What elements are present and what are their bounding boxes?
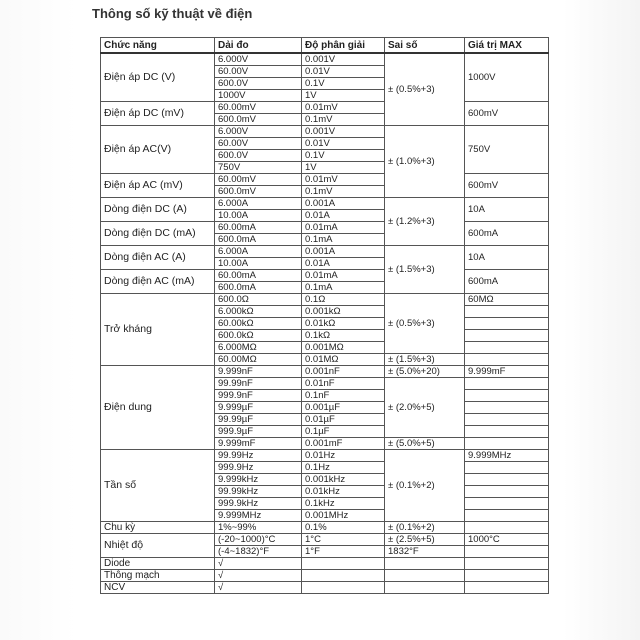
range-cell: 600.0mA — [215, 234, 302, 246]
max-cell: 10A — [465, 246, 549, 270]
accuracy-cell: ± (2.0%+5) — [385, 378, 465, 438]
accuracy-cell: ± (0.1%+2) — [385, 450, 465, 522]
resolution-cell: 0.01kHz — [302, 486, 385, 498]
function-cell: Chu kỳ — [101, 522, 215, 534]
range-cell: √ — [215, 558, 302, 570]
max-cell — [465, 582, 549, 594]
range-cell: 9.999nF — [215, 366, 302, 378]
range-cell: 1%~99% — [215, 522, 302, 534]
max-cell — [465, 474, 549, 486]
range-cell: 6.000MΩ — [215, 342, 302, 354]
accuracy-cell: ± (5.0%+20) — [385, 366, 465, 378]
table-row — [101, 198, 549, 210]
range-cell: 60.00V — [215, 66, 302, 78]
max-cell — [465, 342, 549, 354]
accuracy-cell: ± (2.5%+5) — [385, 534, 465, 546]
range-cell: 600.0kΩ — [215, 330, 302, 342]
resolution-cell: 0.1mA — [302, 234, 385, 246]
resolution-cell: 0.01A — [302, 210, 385, 222]
resolution-cell: 0.1V — [302, 78, 385, 90]
range-cell: 1000V — [215, 90, 302, 102]
max-cell: 10A — [465, 198, 549, 222]
max-cell — [465, 546, 549, 558]
resolution-cell: 0.01mV — [302, 174, 385, 186]
spec-table — [100, 37, 549, 594]
max-cell — [465, 498, 549, 510]
table-row — [101, 450, 549, 462]
range-cell: 60.00mV — [215, 102, 302, 114]
max-cell — [465, 402, 549, 414]
accuracy-cell — [385, 582, 465, 594]
resolution-cell: 0.001MHz — [302, 510, 385, 522]
function-cell: Điện áp DC (mV) — [101, 102, 215, 126]
function-cell: Dòng điện DC (mA) — [101, 222, 215, 246]
table-row — [101, 294, 549, 306]
max-cell — [465, 438, 549, 450]
range-cell: 600.0mV — [215, 186, 302, 198]
resolution-cell: 0.1% — [302, 522, 385, 534]
accuracy-cell: ± (1.5%+3) — [385, 246, 465, 294]
resolution-cell: 0.01kΩ — [302, 318, 385, 330]
max-cell — [465, 426, 549, 438]
max-cell: 750V — [465, 126, 549, 174]
resolution-cell: 0.01A — [302, 258, 385, 270]
max-cell — [465, 414, 549, 426]
function-cell: Điện dung — [101, 366, 215, 450]
range-cell: 99.99nF — [215, 378, 302, 390]
function-cell: Dòng điện AC (A) — [101, 246, 215, 270]
range-cell: 999.9kHz — [215, 498, 302, 510]
resolution-cell: 0.1Hz — [302, 462, 385, 474]
function-cell: NCV — [101, 582, 215, 594]
accuracy-cell: ± (5.0%+5) — [385, 438, 465, 450]
resolution-cell: 0.1Ω — [302, 294, 385, 306]
range-cell: √ — [215, 570, 302, 582]
header-resolution: Độ phân giải — [302, 38, 385, 54]
max-cell: 60MΩ — [465, 294, 549, 306]
max-cell — [465, 462, 549, 474]
range-cell: 6.000V — [215, 53, 302, 66]
range-cell: 60.00kΩ — [215, 318, 302, 330]
function-cell: Thông mạch — [101, 570, 215, 582]
resolution-cell: 0.1mV — [302, 114, 385, 126]
function-cell: Diode — [101, 558, 215, 570]
range-cell: 600.0V — [215, 78, 302, 90]
max-cell — [465, 378, 549, 390]
accuracy-cell: ± (0.5%+3) — [385, 53, 465, 126]
function-cell: Điện áp AC(V) — [101, 126, 215, 174]
range-cell: 999.9Hz — [215, 462, 302, 474]
range-cell: 99.99kHz — [215, 486, 302, 498]
resolution-cell: 0.001µF — [302, 402, 385, 414]
resolution-cell: 0.01mA — [302, 270, 385, 282]
function-cell: Trở kháng — [101, 294, 215, 366]
function-cell: Dòng điện DC (A) — [101, 198, 215, 222]
resolution-cell: 0.001kΩ — [302, 306, 385, 318]
range-cell: 9.999mF — [215, 438, 302, 450]
range-cell: 600.0Ω — [215, 294, 302, 306]
resolution-cell: 0.001V — [302, 53, 385, 66]
resolution-cell — [302, 570, 385, 582]
header-function: Chức năng — [101, 38, 215, 54]
resolution-cell: 0.01Hz — [302, 450, 385, 462]
range-cell: √ — [215, 582, 302, 594]
range-cell: 999.9µF — [215, 426, 302, 438]
header-range: Dải đo — [215, 38, 302, 54]
resolution-cell: 0.001kHz — [302, 474, 385, 486]
range-cell: 60.00mA — [215, 222, 302, 234]
table-row — [101, 126, 549, 138]
range-cell: 60.00mA — [215, 270, 302, 282]
resolution-cell: 0.001V — [302, 126, 385, 138]
resolution-cell: 0.1µF — [302, 426, 385, 438]
table-row — [101, 534, 549, 546]
table-row — [101, 522, 549, 534]
max-cell — [465, 390, 549, 402]
max-cell: 9.999MHz — [465, 450, 549, 462]
accuracy-cell — [385, 558, 465, 570]
resolution-cell: 0.1mA — [302, 282, 385, 294]
accuracy-cell: ± (1.2%+3) — [385, 198, 465, 246]
accuracy-cell — [385, 570, 465, 582]
range-cell: 600.0mV — [215, 114, 302, 126]
resolution-cell: 1°F — [302, 546, 385, 558]
resolution-cell: 0.01V — [302, 66, 385, 78]
resolution-cell: 0.001MΩ — [302, 342, 385, 354]
table-row — [101, 102, 549, 114]
max-cell: 1000°C — [465, 534, 549, 546]
resolution-cell: 1°C — [302, 534, 385, 546]
range-cell: (-20~1000)°C — [215, 534, 302, 546]
resolution-cell: 0.1kΩ — [302, 330, 385, 342]
max-cell — [465, 522, 549, 534]
resolution-cell: 0.1nF — [302, 390, 385, 402]
accuracy-cell: ± (1.0%+3) — [385, 126, 465, 198]
range-cell: 10.00A — [215, 258, 302, 270]
accuracy-cell: ± (0.1%+2) — [385, 522, 465, 534]
table-row — [101, 570, 549, 582]
range-cell: 60.00MΩ — [215, 354, 302, 366]
accuracy-cell: ± (0.5%+3) — [385, 294, 465, 354]
resolution-cell: 0.001A — [302, 246, 385, 258]
resolution-cell: 0.001A — [302, 198, 385, 210]
max-cell: 600mV — [465, 174, 549, 198]
function-cell: Dòng điện AC (mA) — [101, 270, 215, 294]
page-title: Thông số kỹ thuật về điện — [92, 6, 253, 21]
function-cell: Điện áp AC (mV) — [101, 174, 215, 198]
table-row — [101, 53, 549, 66]
table-row — [101, 582, 549, 594]
resolution-cell: 0.01mV — [302, 102, 385, 114]
range-cell: (-4~1832)°F — [215, 546, 302, 558]
table-row — [101, 246, 549, 258]
resolution-cell: 0.001mF — [302, 438, 385, 450]
max-cell — [465, 306, 549, 318]
range-cell: 10.00A — [215, 210, 302, 222]
function-cell: Điện áp DC (V) — [101, 53, 215, 102]
table-row — [101, 174, 549, 186]
range-cell: 600.0mA — [215, 282, 302, 294]
header-accuracy: Sai số — [385, 38, 465, 54]
range-cell: 99.99µF — [215, 414, 302, 426]
range-cell: 6.000A — [215, 246, 302, 258]
resolution-cell: 0.01µF — [302, 414, 385, 426]
max-cell: 600mA — [465, 222, 549, 246]
range-cell: 60.00V — [215, 138, 302, 150]
range-cell: 9.999kHz — [215, 474, 302, 486]
resolution-cell: 0.01MΩ — [302, 354, 385, 366]
resolution-cell: 0.01V — [302, 138, 385, 150]
range-cell: 999.9nF — [215, 390, 302, 402]
max-cell — [465, 330, 549, 342]
max-cell: 600mA — [465, 270, 549, 294]
table-row — [101, 366, 549, 378]
accuracy-cell: ± (1.5%+3) — [385, 354, 465, 366]
function-cell: Nhiệt độ — [101, 534, 215, 558]
resolution-cell: 0.01nF — [302, 378, 385, 390]
resolution-cell — [302, 582, 385, 594]
range-cell: 99.99Hz — [215, 450, 302, 462]
header-max: Giá trị MAX — [465, 38, 549, 54]
max-cell — [465, 486, 549, 498]
max-cell: 600mV — [465, 102, 549, 126]
max-cell — [465, 318, 549, 330]
range-cell: 6.000V — [215, 126, 302, 138]
max-cell — [465, 510, 549, 522]
max-cell — [465, 558, 549, 570]
accuracy-cell: 1832°F — [385, 546, 465, 558]
range-cell: 6.000kΩ — [215, 306, 302, 318]
function-cell: Tần số — [101, 450, 215, 522]
resolution-cell: 0.01mA — [302, 222, 385, 234]
resolution-cell: 1V — [302, 90, 385, 102]
range-cell: 600.0V — [215, 150, 302, 162]
max-cell — [465, 354, 549, 366]
resolution-cell: 0.1mV — [302, 186, 385, 198]
table-row — [101, 222, 549, 234]
resolution-cell: 0.1kHz — [302, 498, 385, 510]
resolution-cell: 0.001nF — [302, 366, 385, 378]
range-cell: 750V — [215, 162, 302, 174]
table-row — [101, 270, 549, 282]
range-cell: 9.999µF — [215, 402, 302, 414]
max-cell: 1000V — [465, 53, 549, 102]
table-row — [101, 558, 549, 570]
resolution-cell — [302, 558, 385, 570]
range-cell: 60.00mV — [215, 174, 302, 186]
header-row — [101, 38, 549, 54]
range-cell: 9.999MHz — [215, 510, 302, 522]
max-cell — [465, 570, 549, 582]
max-cell: 9.999mF — [465, 366, 549, 378]
resolution-cell: 1V — [302, 162, 385, 174]
resolution-cell: 0.1V — [302, 150, 385, 162]
range-cell: 6.000A — [215, 198, 302, 210]
